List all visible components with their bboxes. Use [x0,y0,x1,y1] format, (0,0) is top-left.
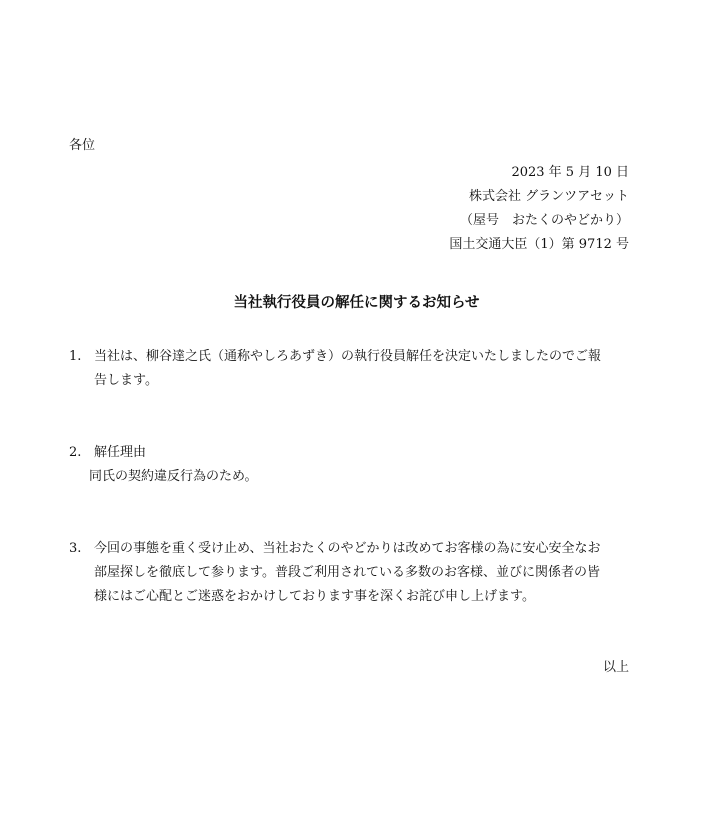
company-name: 株式会社 グランツアセット [468,189,629,204]
item-number: 2. [69,445,82,460]
closing-remark: 以上 [602,660,629,675]
item-text-line: 当社は、柳谷達之氏（通称やしろあずき）の執行役員解任を決定いたしましたのでご報 [94,349,602,364]
item-text-line: 今回の事態を重く受け止め、当社おたくのやどかりは改めてお客様の為に安心安全なお [94,541,601,556]
item-text [94,345,631,393]
document-date: 2023 年 5 月 10 日 [511,165,629,180]
sender-block [449,161,629,257]
item-number: 3. [69,541,82,556]
item-text-line: 告します。 [94,373,158,388]
item-text [94,537,631,609]
item-number: 1. [69,349,82,364]
list-item [69,345,631,393]
list-item [69,537,631,609]
item-text-line: 様にはご心配とご迷惑をおかけしております事を深くお詫び申し上げます。 [94,589,535,604]
trade-name: （屋号 おたくのやどかり） [459,213,629,228]
item-text-line: 部屋探しを徹底して参ります。普段ご利用されている多数のお客様、並びに関係者の皆 [94,565,600,580]
license-number: 国土交通大臣（1）第 9712 号 [449,237,629,252]
addressee: 各位 [69,138,96,153]
document-title: 当社執行役員の解任に関するお知らせ [233,295,480,311]
item-detail: 同氏の契約違反行為のため。 [89,469,258,484]
list-item [69,441,631,489]
item-heading: 解任理由 [94,445,147,460]
